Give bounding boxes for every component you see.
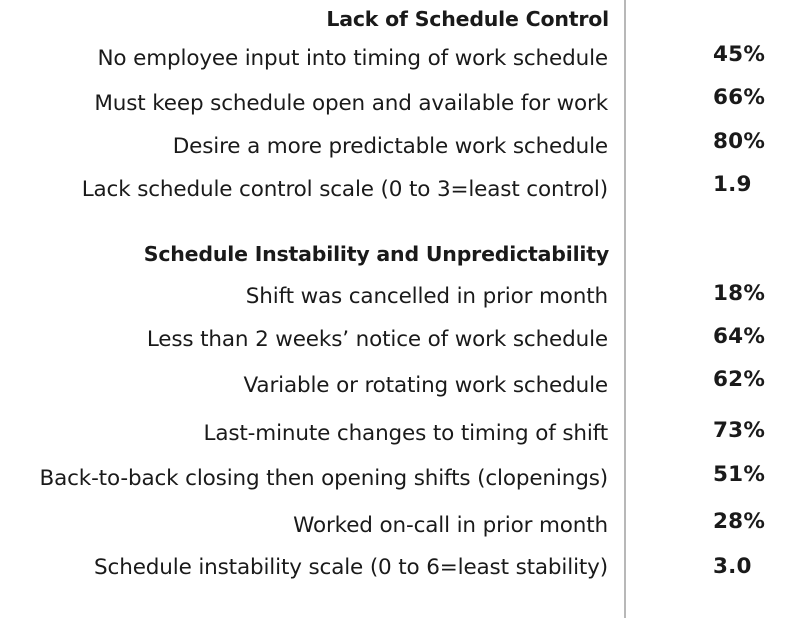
- row-value: 66%: [713, 85, 766, 110]
- row-label: Back-to-back closing then opening shifts (clopenings): [39, 466, 608, 491]
- row-label: Schedule instability scale (0 to 6=least stability): [94, 555, 608, 580]
- row-value: 73%: [713, 418, 766, 443]
- row-label: Last-minute changes to timing of shift: [203, 421, 608, 446]
- row-value: 18%: [713, 281, 766, 306]
- row-label: Variable or rotating work schedule: [243, 373, 608, 398]
- section-heading-schedule-control: Lack of Schedule Control: [326, 7, 609, 31]
- column-divider: [624, 0, 626, 618]
- row-value: 1.9: [713, 172, 752, 197]
- row-label: Shift was cancelled in prior month: [245, 284, 608, 309]
- row-label: Must keep schedule open and available for work: [94, 91, 608, 116]
- row-label: Lack schedule control scale (0 to 3=least control): [81, 177, 608, 202]
- row-label: Desire a more predictable work schedule: [172, 134, 608, 159]
- row-label: Less than 2 weeks’ notice of work schedule: [146, 327, 608, 352]
- row-value: 28%: [713, 509, 766, 534]
- row-value: 80%: [713, 129, 766, 154]
- row-value: 51%: [713, 462, 766, 487]
- section-heading-schedule-instability: Schedule Instability and Unpredictability: [143, 242, 609, 266]
- row-label: Worked on-call in prior month: [293, 513, 608, 538]
- row-value: 64%: [713, 324, 766, 349]
- row-value: 62%: [713, 367, 766, 392]
- row-value: 3.0: [713, 554, 752, 579]
- row-label: No employee input into timing of work schedule: [97, 46, 608, 71]
- row-value: 45%: [713, 42, 766, 67]
